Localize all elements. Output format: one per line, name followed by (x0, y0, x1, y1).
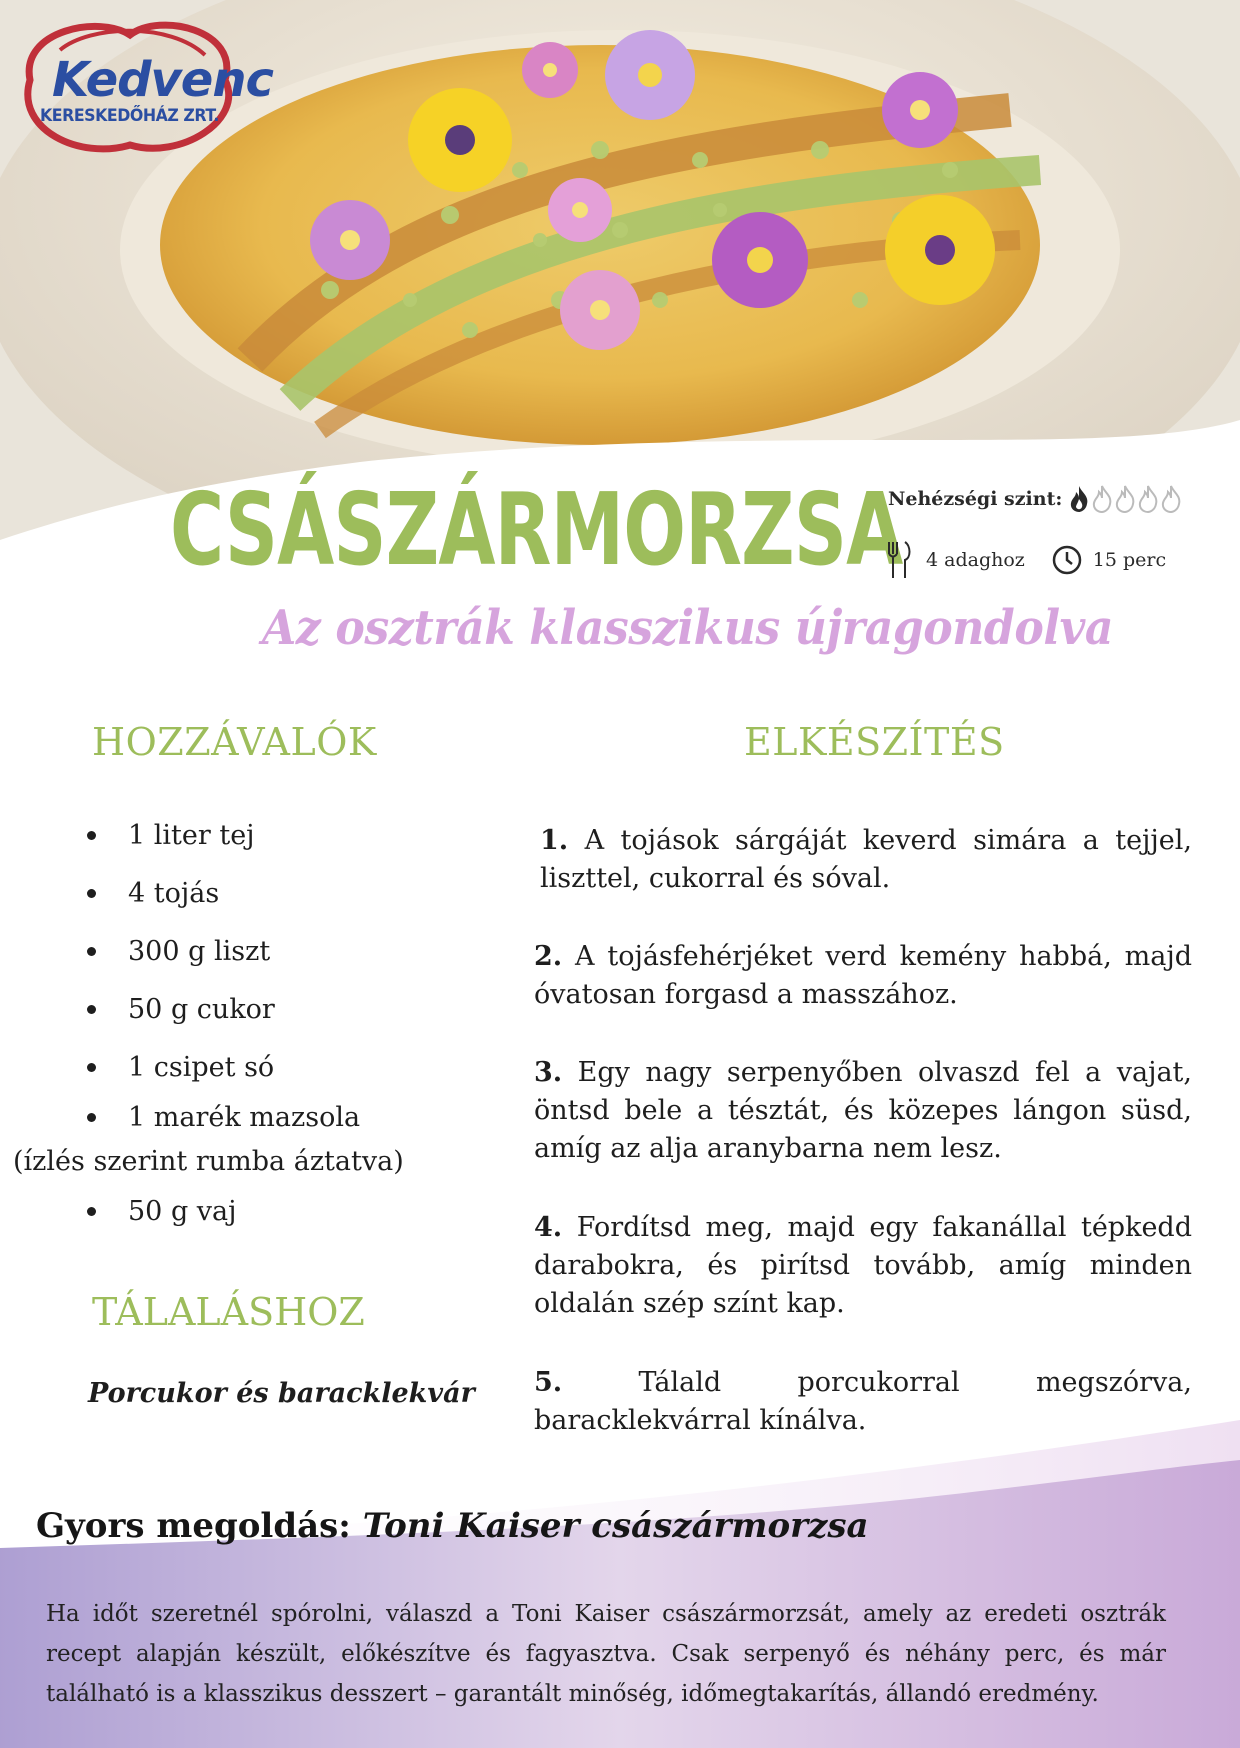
preparation-heading: ELKÉSZÍTÉS (744, 720, 1005, 764)
quick-solution-title: Gyors megoldás: Toni Kaiser császármorzsa (36, 1506, 869, 1546)
bullet-icon (87, 1207, 96, 1216)
recipe-meta-row (886, 540, 1166, 580)
clock-icon (1051, 544, 1083, 576)
list-item: 1 csipet só (60, 1052, 274, 1083)
bullet-icon (87, 1113, 96, 1122)
list-item: 50 g vaj (60, 1196, 237, 1227)
step-4: 4. Fordítsd meg, majd egy fakanállal tépkedd darabokra, és pirítsd tovább, amíg minden oldalán szép színt kap. (534, 1212, 1192, 1319)
difficulty-meter (888, 485, 1182, 513)
flame-icon-empty (1160, 485, 1182, 513)
list-item: 1 marék mazsola (60, 1102, 360, 1133)
bullet-icon (87, 889, 96, 898)
step-5: 5. Tálald porcukorral megszórva, baracklekvárral kínálva. (534, 1367, 1192, 1436)
ingredients-heading: HOZZÁVALÓK (92, 720, 377, 764)
time-text: 15 perc (1092, 549, 1167, 571)
serving-heading: TÁLALÁSHOZ (92, 1290, 365, 1334)
difficulty-flames (1068, 485, 1182, 513)
recipe-subtitle: Az osztrák klasszikus újragondolva (262, 600, 1113, 656)
list-item: 50 g cukor (60, 994, 275, 1025)
step-3: 3. Egy nagy serpenyőben olvaszd fel a vajat, öntsd bele a tésztát, és közepes lángon süsd, amíg az alja aranybarna nem lesz. (534, 1057, 1192, 1164)
servings-text: 4 adaghoz (926, 549, 1025, 571)
flame-icon-filled (1068, 485, 1090, 513)
flame-icon-empty (1091, 485, 1113, 513)
bullet-icon (87, 1005, 96, 1014)
flame-icon-empty (1137, 485, 1159, 513)
logo-subtitle: KERESKEDŐHÁZ ZRT. (40, 106, 219, 126)
fork-knife-icon (886, 540, 912, 580)
step-2: 2. A tojásfehérjéket verd kemény habbá, majd óvatosan forgasd a masszához. (534, 941, 1192, 1010)
recipe-title: CSÁSZÁRMORZSA (170, 471, 903, 588)
step-1: 1. A tojások sárgáját keverd simára a tejjel, liszttel, cukorral és sóval. (540, 825, 1192, 894)
difficulty-label: Nehézségi szint: (888, 488, 1063, 510)
bullet-icon (87, 947, 96, 956)
bullet-icon (87, 831, 96, 840)
logo-name: Kedvenc (52, 52, 273, 108)
company-logo (10, 10, 273, 160)
list-item: 300 g liszt (60, 936, 270, 967)
quick-solution-text: Ha időt szeretnél spórolni, válaszd a Toni Kaiser császármorzsát, amely az eredeti osztrák recept alapján készült, előkészítve és fagyasztva. Csak serpenyő és néhány perc, és már található is a klasszikus desszert – garantált minőség, időmegtakarítás, állandó eredmény. (46, 1601, 1166, 1707)
list-item: 4 tojás (60, 878, 219, 909)
flame-icon-empty (1114, 485, 1136, 513)
serving-text: Porcukor és baracklekvár (88, 1378, 475, 1409)
list-item: 1 liter tej (60, 820, 255, 851)
bullet-icon (87, 1063, 96, 1072)
ingredient-note: (ízlés szerint rumba áztatva) (13, 1146, 404, 1177)
